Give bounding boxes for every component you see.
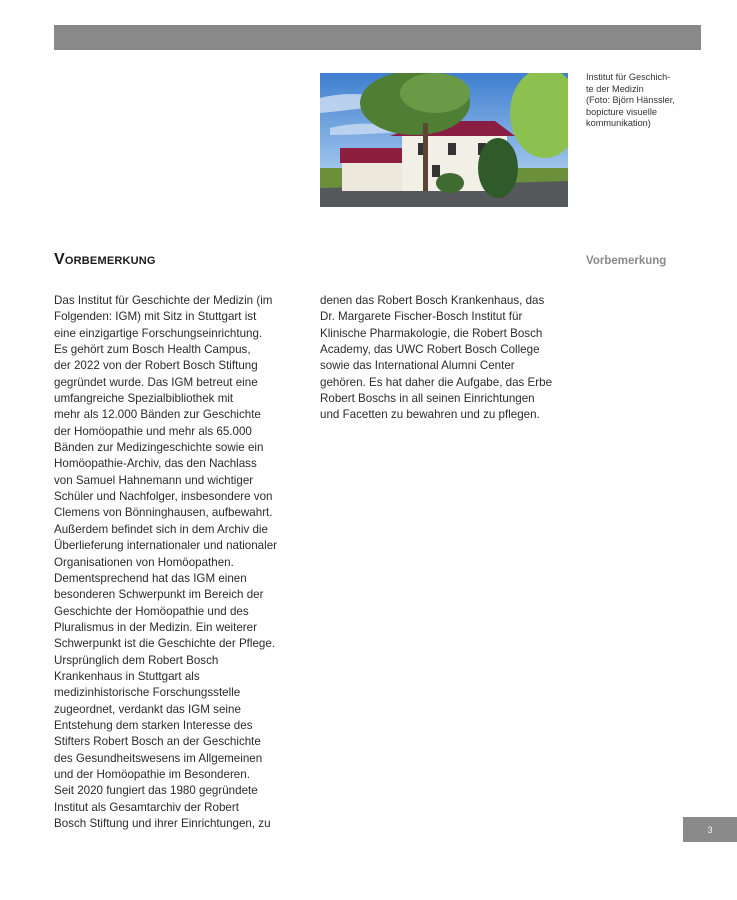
text-line: Schüler und Nachfolger, insbesondere von xyxy=(54,490,273,504)
page-number-tab xyxy=(683,817,737,842)
text-line: Dementsprechend hat das IGM einen xyxy=(54,571,247,585)
text-line: Entstehung dem starken Interesse des xyxy=(54,718,253,732)
institute-house-photo xyxy=(320,73,568,207)
hedge xyxy=(478,138,518,198)
text-line: Bänden zur Medizingeschichte sowie ein xyxy=(54,441,264,455)
caption-line: te der Medizin xyxy=(586,83,644,94)
text-line: Academy, das UWC Robert Bosch College xyxy=(320,343,540,357)
section-title: Vorbemerkung xyxy=(54,251,156,268)
text-line: Institut als Gesamtarchiv der Robert xyxy=(54,800,239,814)
text-line: Seit 2020 fungiert das 1980 gegründete xyxy=(54,784,258,798)
text-line: Klinische Pharmakologie, die Robert Bosch xyxy=(320,326,543,340)
text-line: Schwerpunkt ist die Geschichte der Pflege. xyxy=(54,637,276,651)
text-line: sowie das International Alumni Center xyxy=(320,359,515,373)
photo-caption xyxy=(586,72,706,130)
text-line: Dr. Margarete Fischer-Bosch Institut für xyxy=(320,310,523,324)
text-line: Bosch Stiftung und ihrer Einrichtungen, zu xyxy=(54,817,271,830)
text-line: des Gesundheitswesens im Allgemeinen xyxy=(54,751,263,765)
text-line: zugeordnet, verdankt das IGM seine xyxy=(54,702,241,716)
text-line: eine einzigartige Forschungseinrichtung. xyxy=(54,326,263,340)
text-line: Überlieferung internationaler und nationaler xyxy=(54,539,278,553)
text-line: Stifters Robert Bosch an der Geschichte xyxy=(54,735,261,749)
text-line: umfangreiche Spezialbibliothek mit xyxy=(54,392,234,406)
body-column-left xyxy=(54,293,304,832)
text-line: Pluralismus in der Medizin. Ein weiterer xyxy=(54,620,257,634)
caption-line: Institut für Geschich- xyxy=(586,72,671,82)
text-line: Clemens von Bönninghausen, aufbewahrt. xyxy=(54,506,273,520)
house-photo-illustration xyxy=(320,73,568,207)
text-line: und Facetten zu bewahren und zu pflegen. xyxy=(320,408,540,422)
text-line: Robert Boschs in all seinen Einrichtungen xyxy=(320,392,535,406)
window xyxy=(448,143,456,155)
caption-line: bopicture visuelle xyxy=(586,106,657,117)
text-line: besonderen Schwerpunkt im Bereich der xyxy=(54,588,264,602)
text-line: medizinhistorische Forschungsstelle xyxy=(54,686,241,700)
text-line: gegründet wurde. Das IGM betreut eine xyxy=(54,375,258,389)
body-column-right xyxy=(320,293,580,424)
tree-trunk xyxy=(423,123,428,191)
text-line: Folgenden: IGM) mit Sitz in Stuttgart ist xyxy=(54,310,257,324)
text-line: Außerdem befindet sich in dem Archiv die xyxy=(54,522,268,536)
text-line: denen das Robert Bosch Krankenhaus, das xyxy=(320,294,545,307)
caption-line: kommunikation) xyxy=(586,118,651,129)
text-line: Es gehört zum Bosch Health Campus, xyxy=(54,343,251,357)
text-line: der 2022 von der Robert Bosch Stiftung xyxy=(54,359,258,373)
text-line: Krankenhaus in Stuttgart als xyxy=(54,669,200,683)
page-number: 3 xyxy=(707,824,713,835)
window xyxy=(432,165,440,177)
text-line: Organisationen von Homöopathen. xyxy=(54,555,234,569)
caption-line: (Foto: Björn Hänssler, xyxy=(586,95,675,106)
text-line: der Homöopathie und mehr als 65.000 xyxy=(54,424,252,438)
running-head: Vorbemerkung xyxy=(586,255,667,267)
text-line: Homöopathie-Archiv, das den Nachlass xyxy=(54,457,257,471)
text-line: Ursprünglich dem Robert Bosch xyxy=(54,653,219,667)
text-line: und der Homöopathie im Besonderen. xyxy=(54,767,250,781)
text-line: mehr als 12.000 Bänden zur Geschichte xyxy=(54,408,261,422)
text-line: gehören. Es hat daher die Aufgabe, das Erbe xyxy=(320,375,553,389)
tree-crown xyxy=(400,73,470,113)
text-line: Das Institut für Geschichte der Medizin (im xyxy=(54,294,273,307)
bush xyxy=(436,173,464,193)
header-bar xyxy=(54,25,701,50)
text-line: Geschichte der Homöopathie und des xyxy=(54,604,249,618)
text-line: von Samuel Hahnemann und wichtiger xyxy=(54,473,254,487)
